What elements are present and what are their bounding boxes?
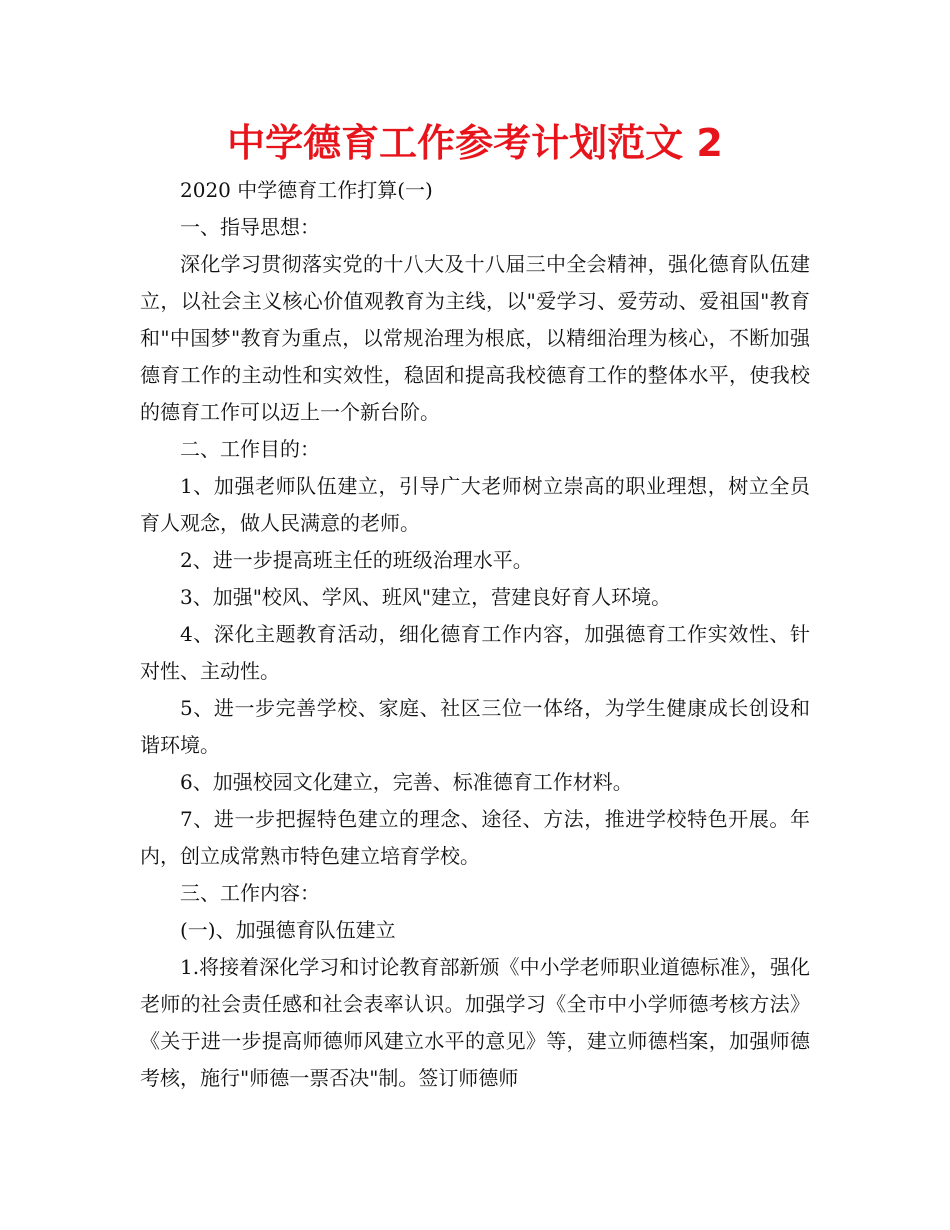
body-paragraph: 深化学习贯彻落实党的十八大及十八届三中全会精神，强化德育队伍建立，以社会主义核心价值观教育为主线，以"爱学习、爱劳动、爱祖国"教育和"中国梦"教育为重点，以常规治理为根底，以精细治理为核心，不断加强德育工作的主动性和实效性，稳固和提高我校德育工作的整体水平，使我校的德育工作可以迈上一个新台阶。 <box>140 252 810 424</box>
section-heading-work-goals: 二、工作目的： <box>180 437 320 461</box>
list-item: 6、加强校园文化建立，完善、标准德育工作材料。 <box>180 770 633 794</box>
document-title: 中学德育工作参考计划范文 2 <box>227 121 723 165</box>
subtitle-paragraph: 2020 中学德育工作打算(一) <box>180 178 433 202</box>
list-item: 3、加强"校风、学风、班风"建立，营建良好育人环境。 <box>180 585 672 609</box>
list-item: 2、进一步提高班主任的班级治理水平。 <box>180 548 533 572</box>
section-heading-guiding-ideology: 一、指导思想： <box>180 215 320 239</box>
list-item: 7、进一步把握特色建立的理念、途径、方法，推进学校特色开展。年内，创立成常熟市特色建立培育学校。 <box>140 807 810 868</box>
list-item: 4、深化主题教育活动，细化德育工作内容，加强德育工作实效性、针对性、主动性。 <box>140 622 810 683</box>
list-item: 1、加强老师队伍建立，引导广大老师树立崇高的职业理想，树立全员育人观念，做人民满意的老师。 <box>140 474 810 535</box>
document-body <box>140 172 810 1097</box>
section-heading-work-content: 三、工作内容： <box>180 881 320 905</box>
list-item: 5、进一步完善学校、家庭、社区三位一体络，为学生健康成长创设和谐环境。 <box>140 696 810 757</box>
subsection-heading: (一)、加强德育队伍建立 <box>180 918 396 942</box>
body-paragraph: 1.将接着深化学习和讨论教育部新颁《中小学老师职业道德标准》，强化老师的社会责任感和社会表率认识。加强学习《全市中小学师德考核方法》《关于进一步提高师德师风建立水平的意见》等，建立师德档案，加强师德考核，施行"师德一票否决"制。签订师德师 <box>140 955 810 1090</box>
